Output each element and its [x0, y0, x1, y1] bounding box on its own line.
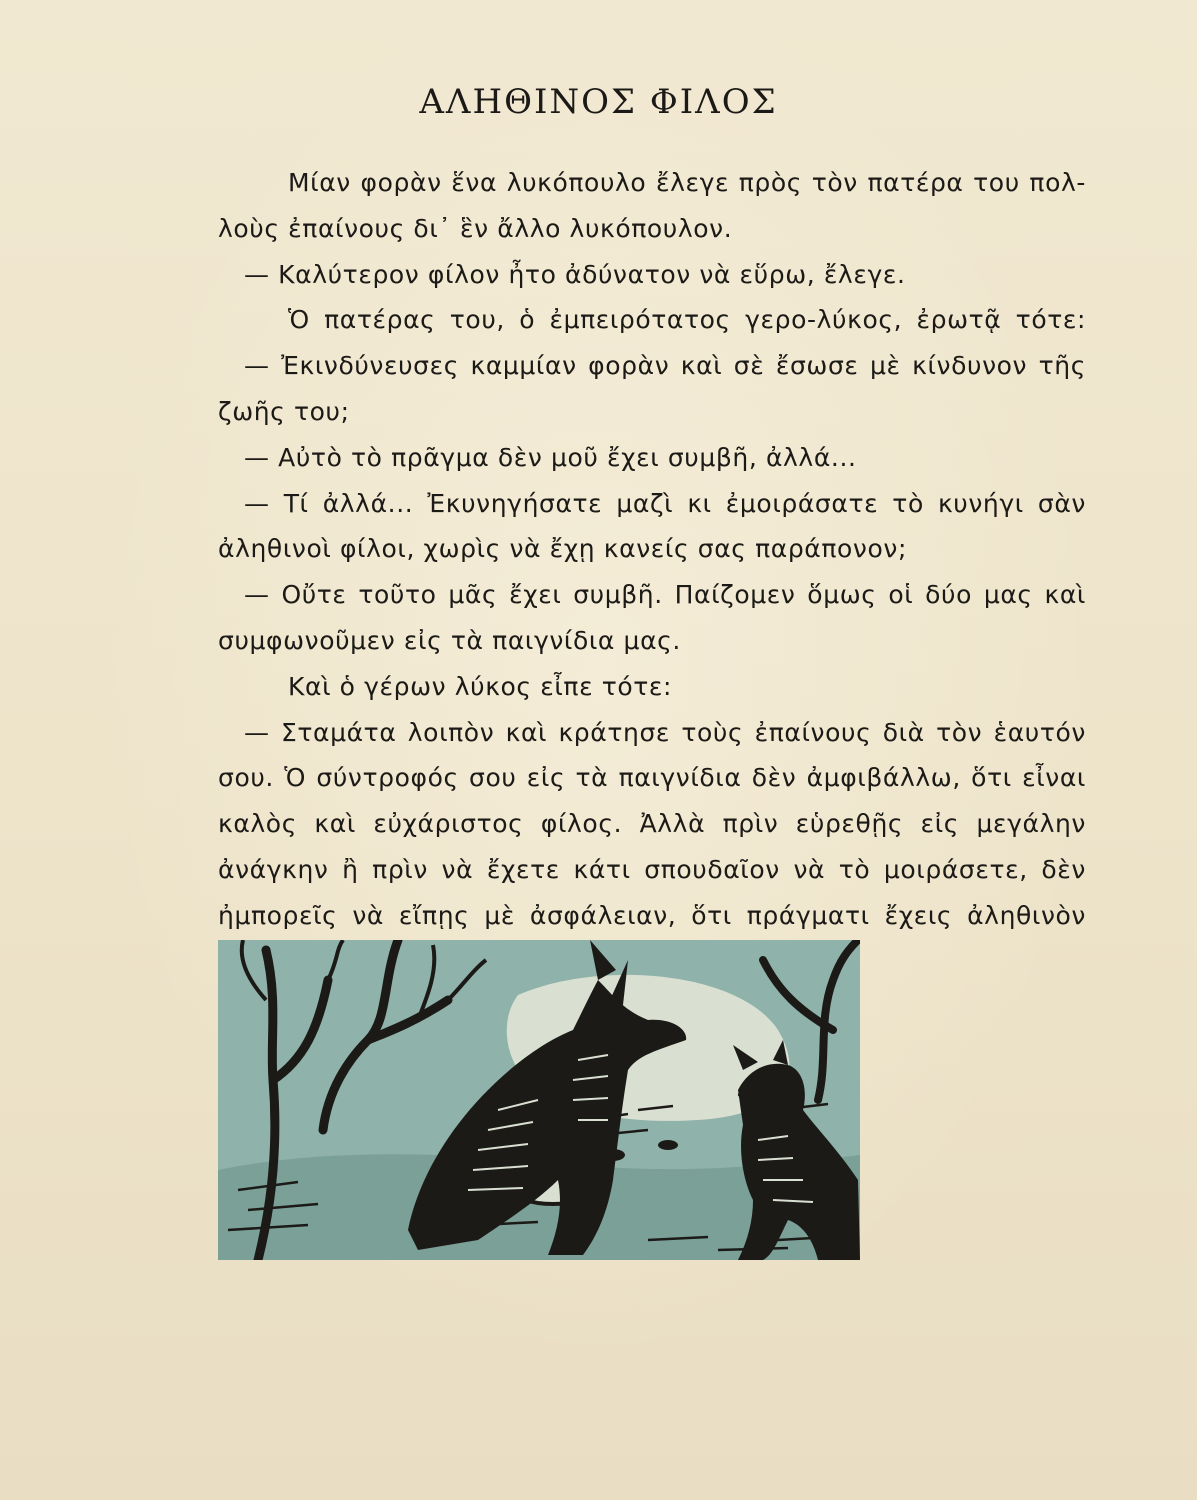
text-line: ἠμπορεῖς νὰ εἴπῃς μὲ ἀσφάλειαν, ὅτι πράγματι ἔχεις ἀληθινὸν: [218, 900, 1086, 930]
wolves-illustration-icon: [218, 940, 860, 1260]
text-line: καλὸς καὶ εὐχάριστος φίλος. Ἀλλὰ πρὶν εὑρεθῇς εἰς μεγάλην: [218, 809, 1086, 839]
text-line: — Τί ἀλλά... Ἐκυνηγήσατε μαζὶ κι ἐμοιράσατε τὸ κυνήγι σὰν: [244, 488, 1086, 518]
text-line: — Ἐκινδύνευσες καμμίαν φορὰν καὶ σὲ ἔσωσε μὲ κίνδυνον τῆς: [244, 351, 1086, 381]
page-title: ΑΛΗΘΙΝΟΣ ΦΙΛΟΣ: [419, 82, 778, 122]
text-line: ἀνάγκην ἢ πρὶν νὰ ἔχετε κάτι σπουδαῖον νὰ τὸ μοιράσετε, δὲν: [218, 854, 1086, 884]
text-line: — Οὔτε τοῦτο μᾶς ἔχει συμβῆ. Παίζομεν ὅμως οἱ δύο μας καὶ: [244, 580, 1086, 610]
text-line: Μίαν φορὰν ἕνα λυκόπουλο ἔλεγε πρὸς τὸν πατέρα του πολ-: [288, 168, 1086, 197]
text-line: ζωῆς του;: [218, 396, 350, 426]
text-line: σου. Ὁ σύντροφός σου εἰς τὰ παιγνίδια δὲν ἀμφιβάλλω, ὅτι εἶναι: [218, 763, 1086, 793]
text-line: ἀληθινοὶ φίλοι, χωρὶς νὰ ἔχῃ κανείς σας παράπονον;: [218, 534, 907, 564]
text-line: Ὁ πατέρας του, ὁ ἐμπειρότατος γερο-λύκος, ἐρωτᾷ τότε:: [288, 305, 1086, 335]
text-line: — Αὐτὸ τὸ πρᾶγμα δὲν μοῦ ἔχει συμβῆ, ἀλλά...: [244, 442, 857, 472]
text-line: συμφωνοῦμεν εἰς τὰ παιγνίδια μας.: [218, 625, 681, 655]
text-line: Καὶ ὁ γέρων λύκος εἶπε τότε:: [288, 671, 673, 701]
text-line: λοὺς ἐπαίνους δι᾿ ἓν ἄλλο λυκόπουλον.: [218, 213, 733, 243]
text-line: — Σταμάτα λοιπὸν καὶ κράτησε τοὺς ἐπαίνους διὰ τὸν ἑαυτόν: [244, 717, 1086, 747]
text-line: — Καλύτερον φίλον ἦτο ἀδύνατον νὰ εὕρω, ἔλεγε.: [244, 259, 906, 289]
story-text: [218, 160, 1086, 984]
